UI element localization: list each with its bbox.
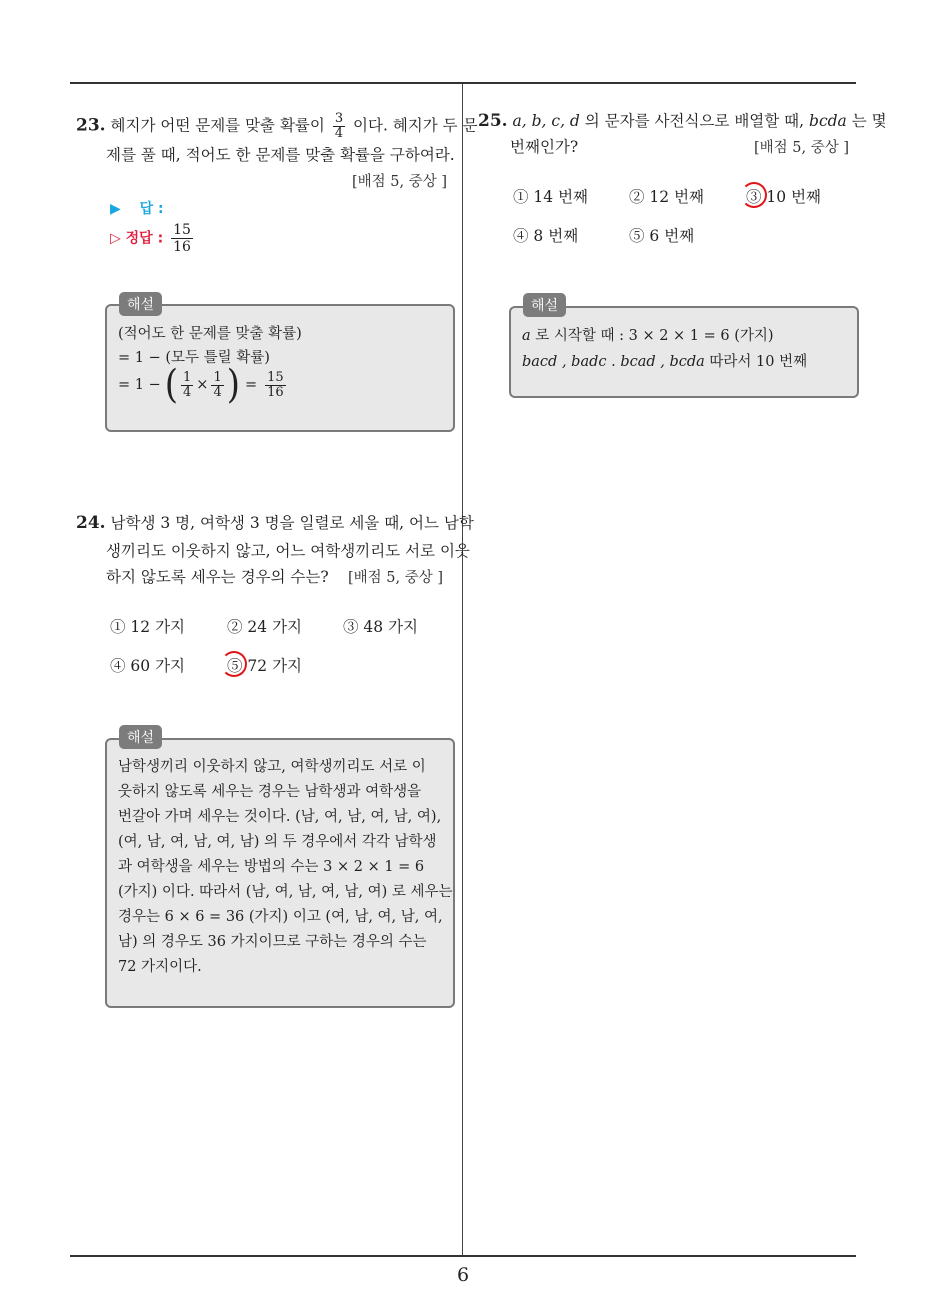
solution-23-line2: = 1 − (모두 틀릴 확률) xyxy=(118,350,270,366)
choice-2[interactable]: ② 24 가지 xyxy=(227,618,303,636)
answer-label: 답 : xyxy=(139,201,164,217)
answer-field[interactable] xyxy=(110,198,164,218)
question-23-meta: [배점 5, 중상 ] xyxy=(352,174,448,190)
question-25-line2: 번째인가? xyxy=(510,138,579,156)
choice-1[interactable]: ① 14 번째 xyxy=(513,188,589,206)
solution-tag: 해설 xyxy=(119,292,162,316)
correct-label: 정답 : xyxy=(125,230,164,247)
question-24-line1: 24. 남학생 3 명, 여학생 3 명을 일렬로 세울 때, 어느 남학 xyxy=(76,513,474,533)
question-23-line2: 제를 풀 때, 적어도 한 문제를 맞출 확률을 구하여라. xyxy=(106,146,455,164)
solution-tag: 해설 xyxy=(119,725,162,749)
choice-3[interactable]: ③ 48 가지 xyxy=(343,618,419,636)
outline-play-icon: ▷ xyxy=(110,230,121,247)
column-divider xyxy=(462,84,463,1256)
question-24-meta: [배점 5, 중상 ] xyxy=(348,570,444,586)
choice-4[interactable]: ④ 60 가지 xyxy=(110,657,186,675)
question-number: 24. xyxy=(76,513,106,533)
correct-fraction: $\frac{15}{16}$ xyxy=(173,222,191,255)
page-number: 6 xyxy=(456,1264,470,1286)
solution-23-line1: (적어도 한 문제를 맞출 확률) xyxy=(118,326,302,342)
solution-23-line3: = 1 − ( $\frac{1}{4}$ × $\frac{1}{4}$ ) = $\frac{15}{16}$ xyxy=(118,362,284,408)
bottom-rule xyxy=(70,1255,856,1257)
solution-24-text: 남학생끼리 이웃하지 않고, 여학생끼리도 서로 이 웃하지 않도록 세우는 경우는 남학생과 여학생을 번갈아 가며 세우는 것이다. (남, 여, 남, 여, 남, 여), (여, 남, 여, 남, 여, 남) 의 두 경우에서 각각 남학생 과 여학생을 세우는 방법의 수는 3 × 2 × 1 = 6 (가지) 이다. 따라서 (남, 여, 남, 여, 남, 여) 로 세우는 경우는 6 × 6 = 36 (가지) 이고 (여, 남, 여, 남, 여, 남) 의 경우도 36 가지이므로 구하는 경우의 수는 72 가지이다. xyxy=(118,759,453,975)
choice-1[interactable]: ① 12 가지 xyxy=(110,618,186,636)
question-25-meta: [배점 5, 중상 ] xyxy=(754,140,850,156)
correct-answer xyxy=(110,222,196,255)
question-number: 23. xyxy=(76,115,106,136)
question-24-line3: 하지 않도록 세우는 경우의 수는? xyxy=(106,568,329,586)
selected-answer-mark xyxy=(741,182,767,208)
top-rule xyxy=(70,82,856,84)
solution-tag: 해설 xyxy=(523,293,566,317)
choice-4[interactable]: ④ 8 번째 xyxy=(513,227,579,245)
question-25-line1: 25. a, b, c, d 의 문자를 사전식으로 배열할 때, bcda 는 몇 xyxy=(478,111,887,131)
choice-5[interactable]: ⑤ 6 번째 xyxy=(629,227,695,245)
fraction: $\frac{3}{4}$ xyxy=(334,111,344,141)
selected-answer-mark xyxy=(221,651,247,677)
choice-2[interactable]: ② 12 번째 xyxy=(629,188,705,206)
play-icon: ▶ xyxy=(110,201,121,217)
solution-25-line1: a 로 시작할 때 : 3 × 2 × 1 = 6 (가지) xyxy=(522,328,774,344)
solution-25-line2: bacd , badc . bcad , bcda 따라서 10 번째 xyxy=(522,354,808,370)
question-23-line1: 23. 혜지가 어떤 문제를 맞출 확률이 $\frac{3}{4}$ 이다. 혜지가 두 문 xyxy=(76,111,478,141)
question-24-line2: 생끼리도 이웃하지 않고, 어느 여학생끼리도 서로 이웃 xyxy=(106,542,470,560)
choice-5[interactable]: ⑤ 72 가지 xyxy=(227,657,303,675)
choice-3[interactable]: ③ 10 번째 xyxy=(746,188,822,206)
question-number: 25. xyxy=(478,111,508,131)
